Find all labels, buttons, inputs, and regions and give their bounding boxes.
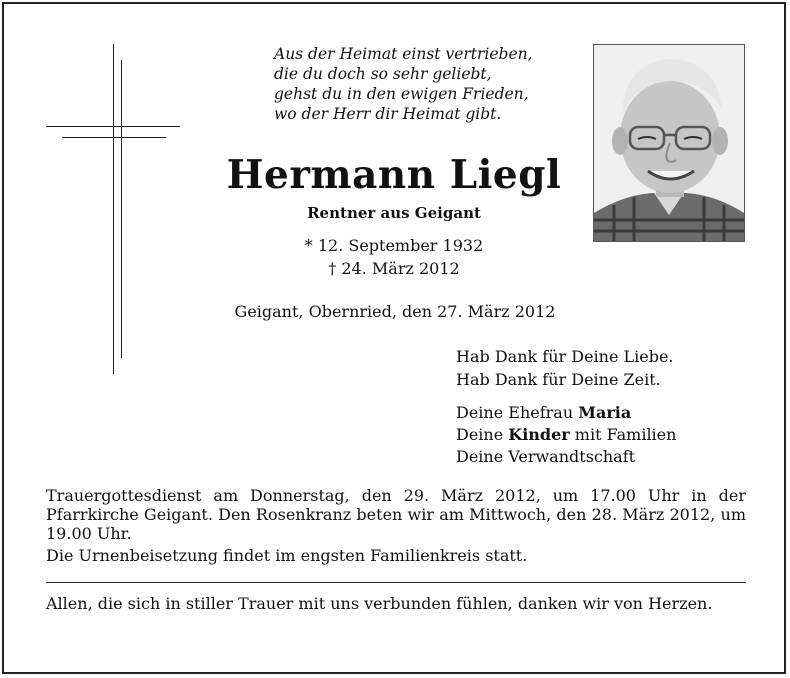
children-suffix: mit Familien [569, 425, 677, 444]
life-dates [226, 234, 562, 280]
children-prefix: Deine [456, 425, 509, 444]
service-info [46, 486, 746, 565]
mourners-block [456, 402, 676, 468]
wife-prefix: Deine Ehefrau [456, 403, 579, 422]
wife-name: Maria [578, 403, 632, 422]
children-label: Kinder [508, 425, 570, 444]
closing-text: Allen, die sich in stiller Trauer mit uns verbunden fühlen, danken wir von Herzen. [46, 594, 713, 613]
deceased-subtitle: Rentner aus Geigant [307, 204, 481, 222]
mourner-relatives: Deine Verwandtschaft [456, 447, 636, 466]
poem-line: Aus der Heimat einst vertrieben, [274, 45, 533, 63]
divider [46, 582, 746, 583]
deceased-name: Hermann Liegl [226, 152, 562, 198]
service-text: Trauergottesdienst am Donnerstag, den 29. März 2012, um 17.00 Uhr in der Pfarrkirche Geigant. Den Rosenkranz beten wir am Mittwoch, den 28. März 2012, um 19.00 Uhr. [46, 486, 746, 543]
thanks-line: Hab Dank für Deine Zeit. [456, 370, 661, 389]
death-date: † 24. März 2012 [328, 259, 460, 278]
poem-line: die du doch so sehr geliebt, [274, 65, 492, 83]
portrait-illustration [594, 45, 744, 241]
birth-date: * 12. September 1932 [304, 236, 484, 255]
poem-line: wo der Herr dir Heimat gibt. [274, 105, 502, 123]
mourner-wife [456, 402, 676, 424]
urn-text: Die Urnenbeisetzung findet im engsten Familienkreis statt. [46, 546, 528, 565]
thanks-line: Hab Dank für Deine Liebe. [456, 347, 674, 366]
portrait-photo [593, 44, 745, 242]
poem [274, 44, 574, 124]
thanks-block [456, 345, 674, 391]
poem-line: gehst du in den ewigen Frieden, [274, 85, 529, 103]
mourner-children [456, 424, 676, 446]
place-date: Geigant, Obernried, den 27. März 2012 [234, 302, 556, 321]
